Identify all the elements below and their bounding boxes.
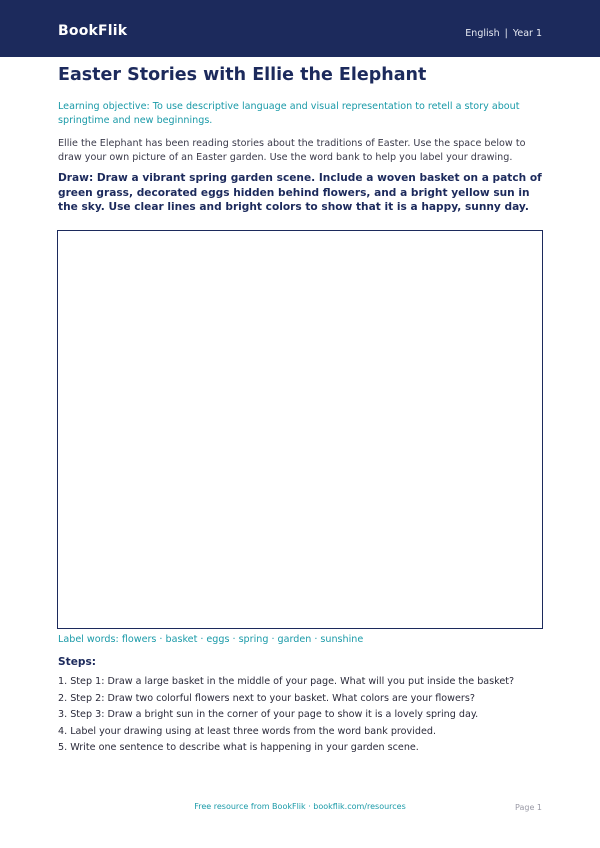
steps-heading: Steps: <box>58 656 97 668</box>
word-bank <box>58 634 363 645</box>
word-separator: · <box>200 634 204 645</box>
page-header <box>0 0 600 57</box>
subject-year <box>465 28 542 39</box>
step-item: 3. Step 3: Draw a bright sun in the corner of your page to show it is a lovely spring day. <box>58 709 479 720</box>
word-bank-word: garden <box>277 634 312 645</box>
word-separator: · <box>232 634 236 645</box>
word-bank-word: spring <box>238 634 269 645</box>
word-bank-word: flowers <box>121 634 157 645</box>
step-item: 1. Step 1: Draw a large basket in the middle of your page. What will you put inside the basket? <box>58 676 515 687</box>
learning-objective: Learning objective: To use descriptive language and visual representation to retell a story about springtime and new beginnings. <box>58 101 520 126</box>
separator: | <box>504 28 508 39</box>
word-separator: · <box>159 634 163 645</box>
word-bank-word: sunshine <box>320 634 364 645</box>
year-label: Year 1 <box>512 28 542 39</box>
drawing-area[interactable] <box>57 230 543 629</box>
step-item: 5. Write one sentence to describe what is happening in your garden scene. <box>58 742 419 753</box>
step-item: 4. Label your drawing using at least three words from the word bank provided. <box>58 725 436 737</box>
footer-resource-link[interactable]: Free resource from BookFlik · bookflik.com/resources <box>194 802 406 811</box>
subject-label: English <box>465 28 500 39</box>
intro-text: Ellie the Elephant has been reading stories about the traditions of Easter. Use the space below to draw your own picture of an Easter garden. Use the word bank to help you label your drawing. <box>58 138 526 163</box>
page-number: Page 1 <box>515 803 542 812</box>
word-separator: · <box>314 634 318 645</box>
steps-list <box>58 675 514 758</box>
step-item: 2. Step 2: Draw two colorful flowers next to your basket. What colors are your flowers? <box>58 692 475 704</box>
page-title: Easter Stories with Ellie the Elephant <box>58 65 427 85</box>
brand-logo[interactable]: BookFlik <box>58 23 128 39</box>
word-bank-label: Label words: <box>58 634 119 645</box>
word-bank-word: eggs <box>206 634 230 645</box>
word-separator: · <box>271 634 275 645</box>
word-bank-word: basket <box>165 634 198 645</box>
drawing-prompt: Draw: Draw a vibrant spring garden scene. Include a woven basket on a patch of green grass, decorated eggs hidden behind flowers, and a bright yellow sun in the sky. Use clear lines and bright colors to show that it is a happy, sunny day. <box>58 172 542 213</box>
